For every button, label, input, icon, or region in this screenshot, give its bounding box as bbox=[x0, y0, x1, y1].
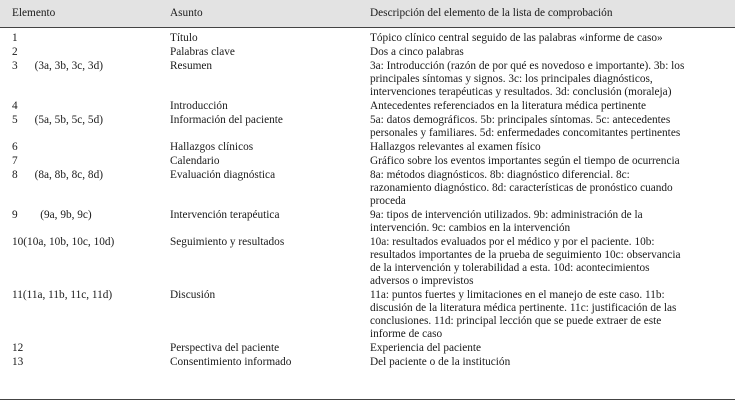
cell-descripcion bbox=[370, 155, 726, 168]
cell-descripcion bbox=[370, 100, 726, 113]
asunto-text: Introducción bbox=[170, 100, 228, 112]
descripcion-line: Gráfico sobre los eventos importantes según el tiempo de ocurrencia bbox=[370, 155, 680, 167]
asunto-text: Seguimiento y resultados bbox=[170, 236, 285, 248]
cell-asunto bbox=[170, 236, 365, 249]
table-bottom-rule bbox=[0, 399, 735, 400]
cell-descripcion bbox=[370, 289, 726, 341]
descripcion-line: personales y familiares. 5d: enfermedades concomitantes pertinentes bbox=[370, 127, 681, 139]
cell-elemento: 6 bbox=[12, 141, 18, 153]
table-row bbox=[0, 141, 735, 155]
cell-descripcion bbox=[370, 60, 726, 99]
asunto-text: Título bbox=[170, 32, 198, 44]
cell-descripcion bbox=[370, 342, 726, 355]
asunto-text: Resumen bbox=[170, 60, 213, 72]
cell-elemento: 1 bbox=[12, 32, 18, 44]
cell-elemento: 12 bbox=[12, 342, 24, 354]
cell-descripcion bbox=[370, 141, 726, 154]
asunto-text: Calendario bbox=[170, 155, 220, 167]
descripcion-line: Tópico clínico central seguido de las palabras «informe de caso» bbox=[370, 32, 663, 44]
table-header bbox=[0, 0, 735, 27]
asunto-text: Palabras clave bbox=[170, 46, 235, 58]
cell-descripcion bbox=[370, 356, 726, 369]
cell-elemento: 2 bbox=[12, 46, 18, 58]
descripcion-line: adversos o imprevistos bbox=[370, 275, 474, 287]
cell-descripcion bbox=[370, 32, 726, 45]
cell-descripcion bbox=[370, 169, 726, 208]
descripcion-line: 9a: tipos de intervención utilizados. 9b: administración de la bbox=[370, 209, 643, 221]
descripcion-line: Experiencia del paciente bbox=[370, 342, 482, 354]
cell-asunto bbox=[170, 342, 365, 355]
table-row bbox=[0, 356, 735, 370]
descripcion-line: 3a: Introducción (razón de por qué es novedoso e importante). 3b: los bbox=[370, 60, 685, 72]
header-elemento: Elemento bbox=[12, 7, 56, 19]
table-row bbox=[0, 114, 735, 141]
cell-asunto bbox=[170, 356, 365, 369]
descripcion-line: Hallazgos relevantes al examen físico bbox=[370, 141, 541, 153]
cell-elemento: 10(10a, 10b, 10c, 10d) bbox=[12, 236, 115, 248]
cell-descripcion bbox=[370, 236, 726, 288]
descripcion-line: principales síntomas y signos. 3c: los principales diagnósticos, bbox=[370, 73, 653, 85]
table-row bbox=[0, 100, 735, 114]
descripcion-line: 10a: resultados evaluados por el médico y por el paciente. 10b: bbox=[370, 236, 655, 248]
header-descripcion: Descripción del elemento de la lista de comprobación bbox=[370, 7, 613, 19]
header-asunto: Asunto bbox=[170, 7, 203, 19]
asunto-text: Información del paciente bbox=[170, 114, 283, 126]
table-row bbox=[0, 60, 735, 100]
cell-elemento: 7 bbox=[12, 155, 18, 167]
cell-descripcion bbox=[370, 114, 726, 140]
cell-elemento: 9 (9a, 9b, 9c) bbox=[12, 209, 92, 221]
cell-asunto bbox=[170, 141, 365, 154]
cell-descripcion bbox=[370, 46, 726, 59]
table-row bbox=[0, 342, 735, 356]
cell-asunto bbox=[170, 289, 365, 302]
cell-descripcion bbox=[370, 209, 726, 235]
cell-elemento: 3 (3a, 3b, 3c, 3d) bbox=[12, 60, 103, 72]
descripcion-line: 5a: datos demográficos. 5b: principales síntomas. 5c: antecedentes bbox=[370, 114, 671, 126]
cell-elemento: 13 bbox=[12, 356, 24, 368]
descripcion-line: razonamiento diagnóstico. 8d: características de pronóstico cuando bbox=[370, 182, 673, 194]
cell-asunto bbox=[170, 100, 365, 113]
table-row bbox=[0, 46, 735, 60]
cell-asunto bbox=[170, 169, 365, 182]
descripcion-line: Dos a cinco palabras bbox=[370, 46, 464, 58]
cell-asunto bbox=[170, 114, 365, 127]
asunto-text: Consentimiento informado bbox=[170, 356, 292, 368]
asunto-text: Perspectiva del paciente bbox=[170, 342, 280, 354]
table-row bbox=[0, 209, 735, 236]
descripcion-line: 8a: métodos diagnósticos. 8b: diagnóstico diferencial. 8c: bbox=[370, 169, 630, 181]
asunto-text: Evaluación diagnóstica bbox=[170, 169, 276, 181]
table-row bbox=[0, 289, 735, 342]
cell-asunto bbox=[170, 209, 365, 222]
header-divider bbox=[0, 27, 735, 28]
asunto-text: Discusión bbox=[170, 289, 216, 301]
table-row bbox=[0, 32, 735, 46]
descripcion-line: intervención. 9c: cambios en la intervención bbox=[370, 222, 571, 234]
cell-elemento: 5 (5a, 5b, 5c, 5d) bbox=[12, 114, 103, 126]
table-row bbox=[0, 155, 735, 169]
descripcion-line: resultados importantes de la prueba de seguimiento 10c: observancia bbox=[370, 249, 681, 261]
descripcion-line: de la intervención y tolerabilidad a esta. 10d: acontecimientos bbox=[370, 262, 650, 274]
asunto-text: Intervención terapéutica bbox=[170, 209, 280, 221]
asunto-text: Hallazgos clínicos bbox=[170, 141, 254, 153]
descripcion-line: Antecedentes referenciados en la literatura médica pertinente bbox=[370, 100, 646, 112]
cell-asunto bbox=[170, 46, 365, 59]
table-body bbox=[0, 32, 735, 370]
cell-elemento: 8 (8a, 8b, 8c, 8d) bbox=[12, 169, 103, 181]
table-row bbox=[0, 236, 735, 289]
descripcion-line: Del paciente o de la institución bbox=[370, 356, 511, 368]
descripcion-line: proceda bbox=[370, 195, 406, 207]
descripcion-line: informe de caso bbox=[370, 328, 443, 340]
cell-asunto bbox=[170, 155, 365, 168]
descripcion-line: intervenciones terapéuticas y resultados. 3d: conclusión (moraleja) bbox=[370, 86, 672, 98]
cell-elemento: 11(11a, 11b, 11c, 11d) bbox=[12, 289, 113, 301]
descripcion-line: 11a: puntos fuertes y limitaciones en el manejo de este caso. 11b: bbox=[370, 289, 665, 301]
cell-asunto bbox=[170, 60, 365, 73]
table-row bbox=[0, 169, 735, 209]
descripcion-line: discusión de la literatura médica pertinente. 11c: justificación de las bbox=[370, 302, 677, 314]
cell-asunto bbox=[170, 32, 365, 45]
cell-elemento: 4 bbox=[12, 100, 18, 112]
descripcion-line: conclusiones. 11d: principal lección que se puede extraer de este bbox=[370, 315, 662, 327]
